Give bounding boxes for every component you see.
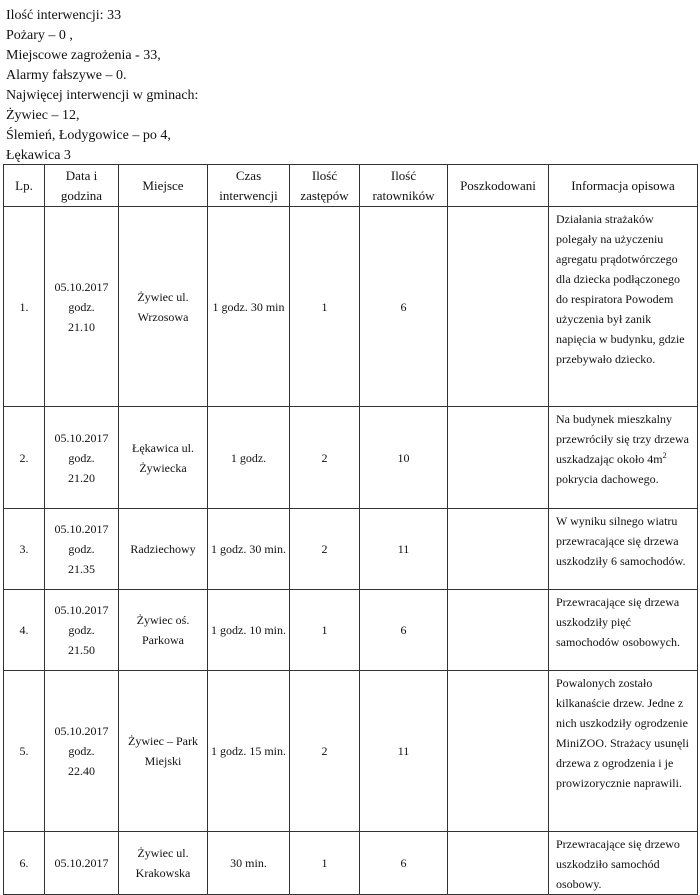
- cell-units: 2: [290, 509, 360, 590]
- cell-description: Działania strażaków polegały na użyczeniu agregatu prądotwórczego dla dziecka podłączonego do respiratora Powodem użyczenia był zanik napięcia w budynku, gdzie przebywało dziecko.: [549, 207, 698, 407]
- summary-false-alarms: Alarmy fałszywe – 0.: [6, 68, 127, 83]
- cell-units: 2: [290, 407, 360, 509]
- table-row: [4, 207, 698, 407]
- desc-text: Na budynek mieszkalny przewróciły się trzy drzewa uszkadzając około 4m: [556, 412, 689, 466]
- cell-rescuers: 11: [360, 671, 448, 832]
- cell-units: 2: [290, 671, 360, 832]
- summary-total: Ilość interwencji: 33: [6, 8, 122, 23]
- cell-lp: 2.: [4, 407, 45, 509]
- cell-place: Żywiec ul. Krakowska: [119, 832, 208, 895]
- cell-injured: [448, 207, 549, 407]
- cell-lp: 6.: [4, 832, 45, 895]
- table-header-row: [4, 165, 698, 207]
- header-rescuers: Ilość ratowników: [360, 165, 448, 207]
- cell-duration: 1 godz. 10 min.: [208, 590, 290, 671]
- cell-time: 22.40: [68, 764, 95, 778]
- cell-rescuers: 11: [360, 509, 448, 590]
- header-duration: Czas interwencji: [208, 165, 290, 207]
- cell-duration: 1 godz.: [208, 407, 290, 509]
- cell-description: Przewracające się drzewa uszkodziły pięć samochodów osobowych.: [549, 590, 698, 671]
- cell-duration: 1 godz. 15 min.: [208, 671, 290, 832]
- cell-godz-label: godz.: [68, 744, 95, 758]
- header-injured: Poszkodowani: [448, 165, 549, 207]
- cell-rescuers: 6: [360, 207, 448, 407]
- cell-injured: [448, 509, 549, 590]
- cell-description: Powalonych zostało kilkanaście drzew. Jedne z nich uszkodziły ogrodzenie MiniZOO. Strażacy usunęli drzewa z ogrodzenia i je prowizorycznie naprawili.: [549, 671, 698, 832]
- summary-gmina-slemien: Ślemień, Łodygowice – po 4,: [6, 128, 171, 143]
- summary-gmina-zywiec: Żywiec – 12,: [6, 108, 80, 123]
- desc-superscript: 2: [662, 451, 667, 460]
- cell-units: 1: [290, 832, 360, 895]
- cell-godz-label: godz.: [68, 299, 95, 314]
- desc-text-end: pokrycia dachowego.: [556, 472, 659, 486]
- cell-datetime: [45, 407, 119, 509]
- table-row: [4, 509, 698, 590]
- cell-datetime: [45, 671, 119, 832]
- header-lp: Lp.: [4, 165, 45, 207]
- cell-time: 21.50: [68, 643, 95, 657]
- cell-godz-label: godz.: [68, 623, 95, 637]
- summary-local-threats: Miejscowe zagrożenia - 33,: [6, 48, 161, 63]
- table-row: [4, 590, 698, 671]
- cell-injured: [448, 590, 549, 671]
- cell-datetime: [45, 832, 119, 895]
- cell-place: Żywiec oś. Parkowa: [119, 590, 208, 671]
- cell-injured: [448, 832, 549, 895]
- cell-duration: 30 min.: [208, 832, 290, 895]
- cell-rescuers: 6: [360, 832, 448, 895]
- cell-injured: [448, 407, 549, 509]
- cell-date: 05.10.2017: [54, 856, 109, 870]
- cell-description: W wyniku silnego wiatru przewracające się drzewa uszkodziły 6 samochodów.: [549, 509, 698, 590]
- cell-date: 05.10.2017: [54, 522, 109, 536]
- cell-date: 05.10.2017: [54, 430, 109, 445]
- cell-rescuers: 6: [360, 590, 448, 671]
- cell-lp: 3.: [4, 509, 45, 590]
- cell-duration: 1 godz. 30 min: [208, 207, 290, 407]
- table-row: [4, 407, 698, 509]
- cell-place: Żywiec – Park Miejski: [119, 671, 208, 832]
- summary-fires: Pożary – 0 ,: [6, 28, 73, 43]
- cell-datetime: [45, 207, 119, 407]
- summary-gminy-heading: Najwięcej interwencji w gminach:: [6, 88, 199, 103]
- cell-lp: 5.: [4, 671, 45, 832]
- interventions-table: [3, 164, 698, 895]
- cell-date: 05.10.2017: [54, 279, 109, 294]
- header-description: Informacja opisowa: [549, 165, 698, 207]
- header-place: Miejsce: [119, 165, 208, 207]
- summary-gmina-lekawica: Łękawica 3: [6, 148, 71, 163]
- cell-lp: 1.: [4, 207, 45, 407]
- cell-datetime: [45, 509, 119, 590]
- cell-lp: 4.: [4, 590, 45, 671]
- cell-place: Radziechowy: [119, 509, 208, 590]
- cell-description: [549, 407, 698, 509]
- cell-injured: [448, 671, 549, 832]
- summary-block: [6, 6, 198, 166]
- cell-godz-label: godz.: [68, 450, 95, 465]
- cell-duration: 1 godz. 30 min.: [208, 509, 290, 590]
- cell-time: 21.10: [68, 319, 95, 334]
- cell-datetime: [45, 590, 119, 671]
- table-row: [4, 832, 698, 895]
- cell-time: 21.20: [68, 470, 95, 485]
- cell-place: Łękawica ul. Żywiecka: [119, 407, 208, 509]
- cell-date: 05.10.2017: [54, 724, 109, 738]
- cell-time: 21.35: [68, 562, 95, 576]
- cell-description: Przewracające się drzewo uszkodziło samochód osobowy.: [549, 832, 698, 895]
- cell-date: 05.10.2017: [54, 603, 109, 617]
- cell-rescuers: 10: [360, 407, 448, 509]
- header-units: Ilość zastępów: [290, 165, 360, 207]
- cell-units: 1: [290, 590, 360, 671]
- header-date: Data i godzina: [45, 165, 119, 207]
- table-row: [4, 671, 698, 832]
- cell-units: 1: [290, 207, 360, 407]
- cell-place: Żywiec ul. Wrzosowa: [119, 207, 208, 407]
- cell-godz-label: godz.: [68, 542, 95, 556]
